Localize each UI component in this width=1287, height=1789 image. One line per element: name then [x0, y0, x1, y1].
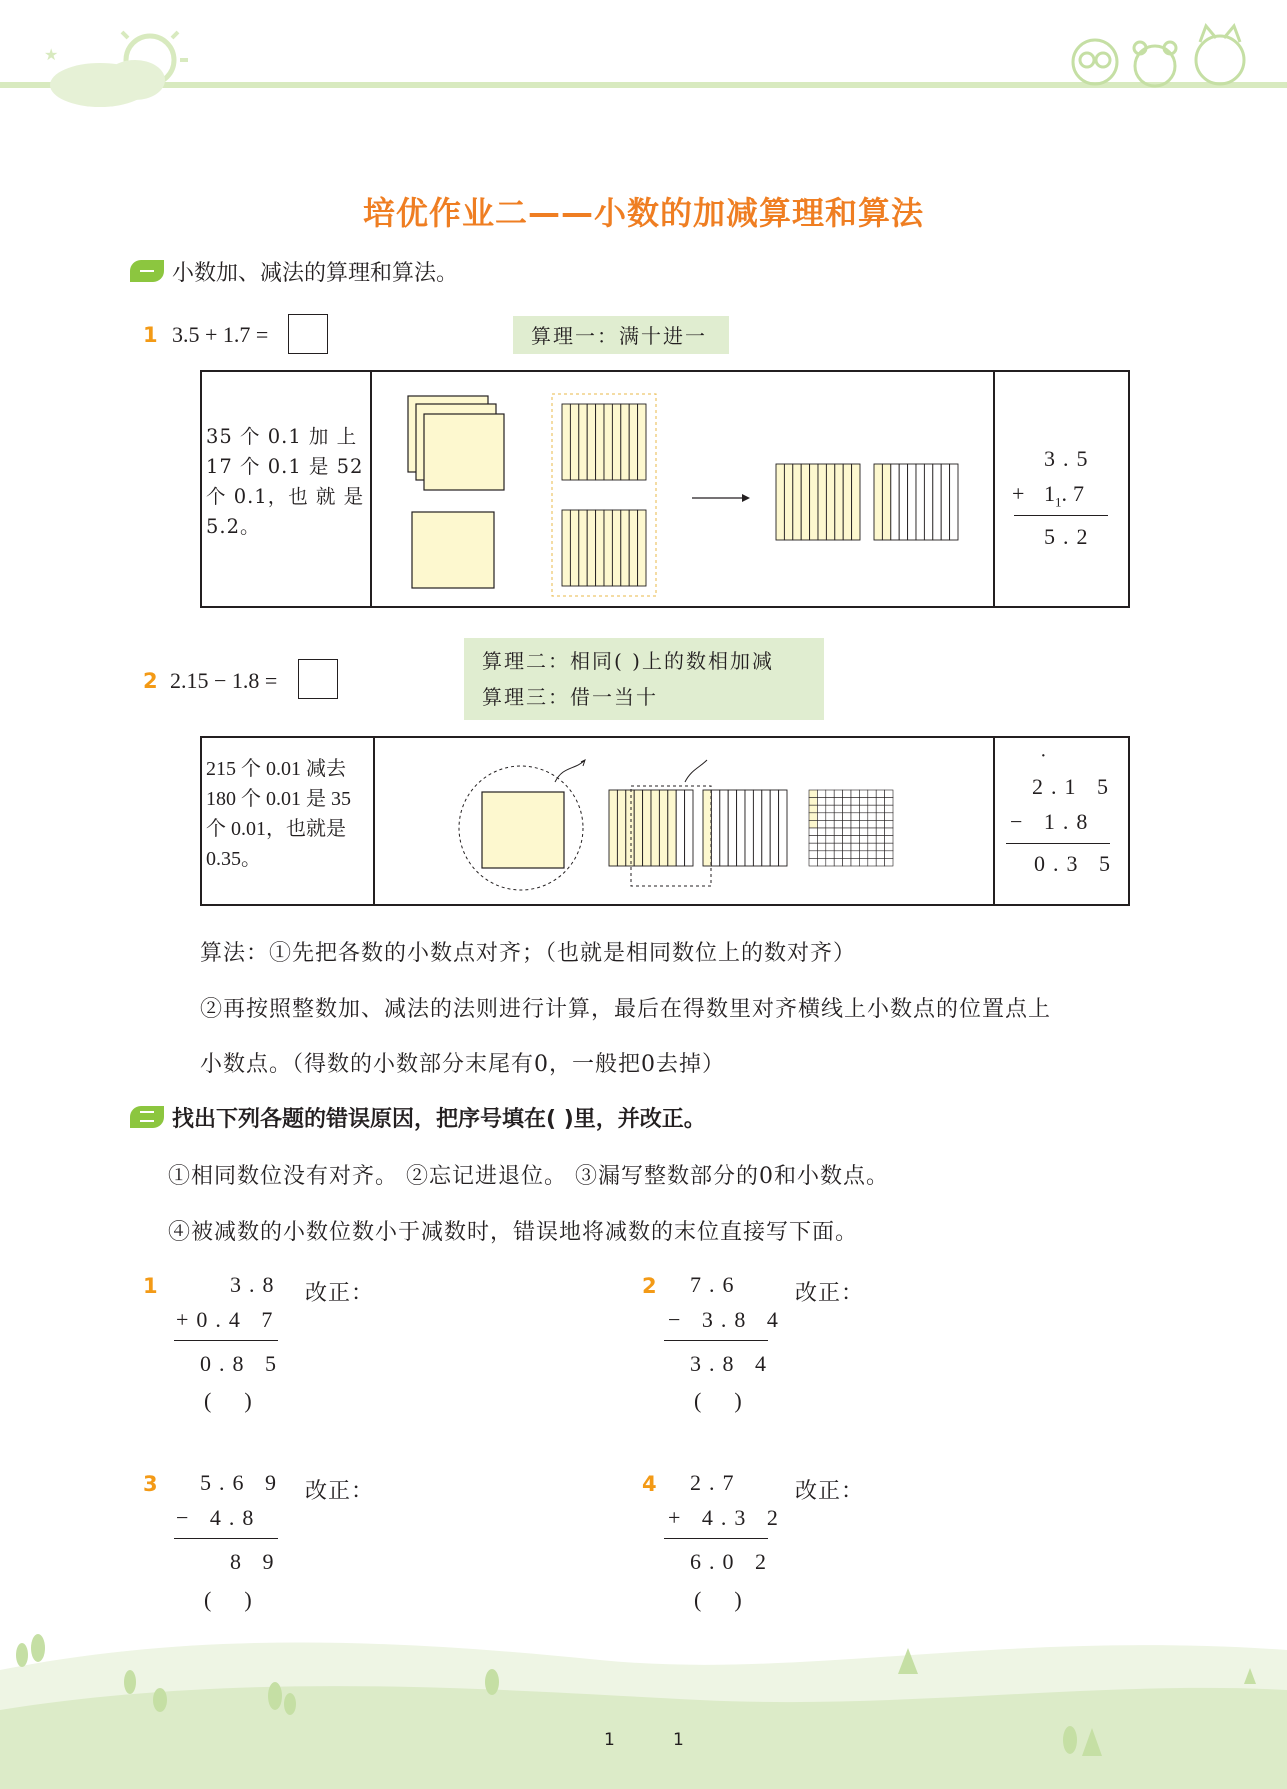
tenths-strip-block	[562, 510, 646, 586]
problem-3-line2: − 4.8	[176, 1505, 262, 1530]
equation-q2: 2.15 − 1.8 =	[170, 668, 278, 693]
borrow-dot: ·	[1040, 745, 1055, 767]
problem-2-line1: 7.6	[690, 1272, 742, 1297]
problem-1-result: 0.8 5	[200, 1351, 284, 1376]
error-reasons-line2: ④被减数的小数位数小于减数时，错误地将减数的末位直接写下面。	[168, 1220, 859, 1245]
tip-rules-two-three: 算理二：相同( )上的数相加减 算理三：借一当十	[464, 638, 824, 720]
problem-3-correction-label: 改正：	[305, 1479, 375, 1504]
tenths-strip-block	[562, 404, 646, 480]
q2-decimal-blocks	[455, 756, 905, 896]
problem-4-result: 6.0 2	[690, 1549, 774, 1574]
svg-text:★: ★	[44, 45, 59, 64]
method-step-2: ②再按照整数加、减法的法则进行计算，最后在得数里对齐横线上小数点的位置点上	[200, 997, 1052, 1022]
tip-rule-one: 算理一：满十进一	[513, 316, 729, 354]
page-number-left: 1	[604, 1730, 615, 1750]
error-reasons-line1: ①相同数位没有对齐。 ②忘记进退位。 ③漏写整数部分的0和小数点。	[168, 1164, 889, 1189]
problem-2-answer-blank[interactable]: ( )	[694, 1388, 742, 1413]
q1-decimal-blocks	[402, 390, 982, 602]
tenths-strip-block	[703, 790, 787, 866]
problem-1-line1: 3.8	[230, 1272, 282, 1297]
section-one-title: 小数加、减法的算理和算法。	[172, 261, 459, 286]
problem-3-line1: 5.6 9	[200, 1470, 284, 1495]
problem-1-rule	[174, 1340, 278, 1341]
problem-4-correction-label: 改正：	[795, 1479, 865, 1504]
question-number: 2	[143, 669, 158, 693]
problem-1-line2: +0.4 7	[176, 1307, 281, 1332]
section-one-badge	[130, 260, 164, 282]
problem-3-result: 8 9	[230, 1549, 282, 1574]
q1-explanation: 35 个 0.1 加 上 17 个 0.1 是 52 个 0.1，也 就 是 5.2。	[206, 425, 365, 538]
problem-4-line1: 2.7	[690, 1470, 742, 1495]
problem-4-rule	[664, 1538, 768, 1539]
problem-1-answer-blank[interactable]: ( )	[204, 1388, 252, 1413]
q2-vertical-line2: − 1.8	[1010, 809, 1096, 834]
q2-vertical-result: 0.3 5	[1034, 851, 1118, 876]
q2-vertical-line1: 2.1 5	[1032, 774, 1116, 799]
q1-vertical-line1: 3.5	[1044, 446, 1096, 471]
problem-2-line2: − 3.8 4	[668, 1307, 786, 1332]
problem-number: 4	[642, 1472, 657, 1496]
method-step-2-cont: 小数点。（得数的小数部分末尾有0，一般把0去掉）	[200, 1052, 725, 1077]
answer-box-q1[interactable]	[288, 314, 328, 354]
section-two-badge	[130, 1106, 164, 1128]
hills-decoration	[0, 1600, 1287, 1789]
problem-3-rule	[174, 1538, 278, 1539]
problem-number: 2	[642, 1274, 657, 1298]
page-title: 培优作业二——小数的加减算理和算法	[362, 194, 924, 232]
problem-number: 1	[143, 1274, 158, 1298]
tenths-strip-block	[609, 790, 693, 866]
q1-vertical-line2: $1_1.7$	[1044, 481, 1090, 510]
q1-vertical-result: 5.2	[1044, 524, 1096, 549]
q1-vertical-rule	[1014, 515, 1108, 516]
question-number: 1	[143, 323, 158, 347]
q2-explanation: 215 个 0.01 减去 180 个 0.01 是 35 个 0.01，也就是 0.35。	[206, 758, 351, 870]
problem-number: 3	[143, 1472, 158, 1496]
problem-4-answer-blank[interactable]: ( )	[694, 1587, 742, 1612]
hundredths-grid	[809, 790, 893, 866]
answer-box-q2[interactable]	[298, 659, 338, 699]
tenths-strip-block	[874, 464, 958, 540]
method-step-1: 算法：①先把各数的小数点对齐；（也就是相同数位上的数对齐）	[200, 941, 857, 966]
problem-4-line2: + 4.3 2	[668, 1505, 786, 1530]
animal-faces-decoration	[1060, 20, 1260, 90]
cloud-sun-decoration	[40, 30, 190, 110]
section-two-title: 找出下列各题的错误原因，把序号填在( )里，并改正。	[172, 1107, 706, 1132]
q2-vertical-rule	[1006, 843, 1110, 844]
problem-2-result: 3.8 4	[690, 1351, 774, 1376]
equation-q1: 3.5 + 1.7 =	[172, 322, 269, 347]
q1-vertical-op: +	[1012, 481, 1025, 506]
problem-3-answer-blank[interactable]: ( )	[204, 1587, 252, 1612]
problem-2-rule	[664, 1340, 768, 1341]
tenths-strip-block	[776, 464, 860, 540]
problem-1-correction-label: 改正：	[305, 1281, 375, 1306]
page-number-right: 1	[673, 1730, 684, 1750]
problem-2-correction-label: 改正：	[795, 1281, 865, 1306]
